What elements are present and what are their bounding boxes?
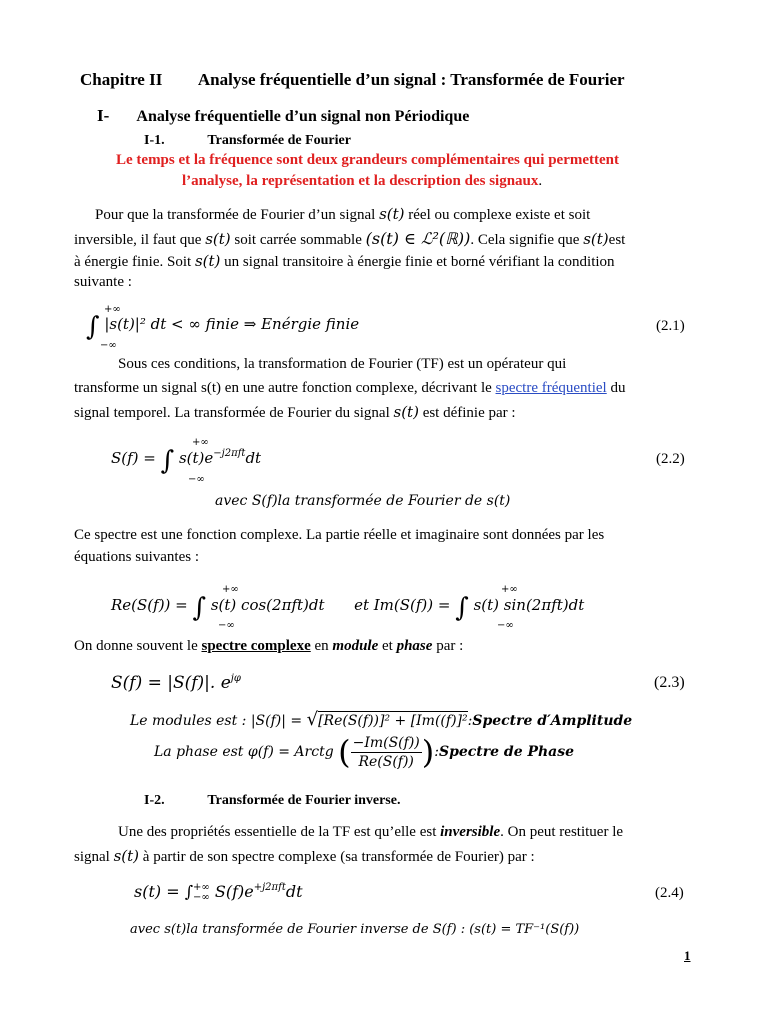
equation-number: (2.2) bbox=[656, 451, 685, 467]
paragraph-1-line-3 bbox=[74, 252, 615, 271]
equation-2-1 bbox=[86, 312, 359, 342]
text: par : bbox=[436, 638, 464, 654]
page-number: 1 bbox=[684, 948, 691, 963]
math-s-t: s(t) bbox=[113, 847, 140, 865]
integral-upper: +∞ bbox=[222, 584, 239, 595]
equation-number: (2.4) bbox=[655, 885, 684, 901]
integral-lower: −∞ bbox=[497, 620, 514, 631]
text: est bbox=[608, 232, 626, 248]
equation-body: S(f) = |S(f)|. e bbox=[111, 673, 231, 693]
numerator: −Im(S(f)) bbox=[352, 734, 420, 751]
paragraph-3-line-2: équations suivantes : bbox=[74, 549, 199, 565]
sqrt-sign: √ bbox=[306, 709, 319, 730]
integral-upper: +∞ bbox=[104, 304, 121, 315]
paragraph-2-line-2 bbox=[74, 380, 625, 397]
subsection-heading-2 bbox=[144, 793, 400, 809]
paragraph-5-line-1 bbox=[118, 824, 623, 841]
spectre-frequentiel-link[interactable]: spectre fréquentiel bbox=[495, 380, 607, 396]
chapter-number: Chapitre II bbox=[80, 70, 163, 89]
equation-dt: dt bbox=[245, 449, 262, 467]
exponent: jφ bbox=[230, 673, 241, 684]
text: et bbox=[382, 638, 393, 654]
highlight-line-2 bbox=[182, 173, 542, 190]
integral-upper: +∞ bbox=[193, 881, 210, 893]
integral-sign: ∫ bbox=[160, 446, 175, 476]
module: module bbox=[332, 638, 379, 654]
paragraph-5-line-2 bbox=[74, 847, 535, 866]
equation-body: s(t)e bbox=[178, 449, 214, 467]
caption-2-4: avec s(t)la transformée de Fourier inverse de S(f) : (s(t) = TF⁻¹(S(f)) bbox=[130, 922, 580, 937]
re-body: s(t) cos(2πft)dt bbox=[210, 596, 325, 614]
re-lhs: Re(S(f)) = bbox=[111, 596, 188, 614]
subsection-title: Transformée de Fourier bbox=[207, 133, 351, 148]
text: du bbox=[610, 380, 626, 396]
chapter-title: Analyse fréquentielle d’un signal : Transformée de Fourier bbox=[197, 70, 625, 89]
phase-line bbox=[154, 733, 574, 771]
paragraph-4 bbox=[74, 638, 463, 655]
highlight-line-1: Le temps et la fréquence sont deux grandeurs complémentaires qui permettent bbox=[116, 152, 619, 168]
equation-2-2 bbox=[111, 446, 261, 476]
text: On donne souvent le bbox=[74, 638, 198, 654]
equation-2-4 bbox=[134, 882, 303, 903]
equation-re-im bbox=[111, 593, 584, 623]
phase-label: La phase est φ(f) = Arctg bbox=[154, 744, 334, 760]
paragraph-2-line-3 bbox=[74, 403, 516, 422]
phase: phase bbox=[396, 638, 433, 654]
im-body: s(t) sin(2πft)dt bbox=[473, 596, 585, 614]
math-s-t: s(t) bbox=[379, 205, 405, 223]
integral-sign: ∫ bbox=[192, 593, 207, 623]
fraction bbox=[351, 734, 422, 771]
paragraph-3-line-1: Ce spectre est une fonction complexe. La partie réelle et imaginaire sont données par les bbox=[74, 527, 605, 543]
text: un signal transitoire à énergie finie et borné vérifiant la condition bbox=[224, 254, 615, 270]
paragraph-2-line-1: Sous ces conditions, la transformation de Fourier (TF) est un opérateur qui bbox=[118, 356, 567, 372]
text: . Cela signifie que bbox=[470, 232, 580, 248]
paragraph-1-line-1 bbox=[95, 205, 590, 224]
highlight-text: l’analyse, la représentation et la description des signaux bbox=[182, 173, 539, 189]
highlight-end: . bbox=[538, 173, 543, 189]
section-heading bbox=[97, 106, 469, 126]
text: signal bbox=[74, 849, 110, 865]
math-s-t: s(t) bbox=[205, 230, 231, 248]
spectre-amplitude: Spectre d′Amplitude bbox=[472, 713, 633, 729]
chapter-heading bbox=[80, 70, 625, 90]
text: Pour que la transformée de Fourier d’un signal bbox=[95, 207, 376, 223]
text: à partir de son spectre complexe (sa transformée de Fourier) par : bbox=[142, 849, 535, 865]
equation-number: (2.1) bbox=[656, 318, 685, 334]
integral-upper: +∞ bbox=[501, 584, 518, 595]
text: réel ou complexe existe et soit bbox=[408, 207, 591, 223]
subsection-heading bbox=[144, 133, 351, 149]
right-paren: ) bbox=[421, 733, 435, 771]
paragraph-1-line-2 bbox=[74, 229, 625, 249]
equation-body: S(f)e bbox=[214, 882, 254, 901]
radicand: [Re(S(f))]² + [Im((f)]² bbox=[318, 713, 468, 729]
spectre-phase: Spectre de Phase bbox=[438, 744, 575, 760]
math-s-t: s(t) bbox=[393, 403, 419, 421]
denominator: Re(S(f)) bbox=[358, 753, 414, 770]
equation-body: |s(t)|² dt < ∞ finie ⇒ Enérgie finie bbox=[104, 315, 360, 333]
integral-lower: −∞ bbox=[193, 891, 210, 903]
spectre-complexe: spectre complexe bbox=[201, 638, 311, 654]
left-paren: ( bbox=[338, 733, 351, 771]
text: soit carrée sommable bbox=[234, 232, 362, 248]
inversible: inversible bbox=[440, 824, 501, 840]
modules-label: Le modules est : |S(f)| = bbox=[130, 713, 307, 729]
subsection-number: I-1. bbox=[144, 133, 165, 148]
modules-line bbox=[130, 709, 632, 730]
integral-lower: −∞ bbox=[100, 340, 117, 351]
integral-sign: ∫ bbox=[86, 312, 100, 342]
subsection-title: Transformée de Fourier inverse. bbox=[207, 793, 401, 808]
paragraph-1-line-4: suivante : bbox=[74, 274, 132, 290]
section-number: I- bbox=[97, 106, 110, 125]
subsection-number: I-2. bbox=[144, 793, 165, 808]
colon: : bbox=[434, 744, 439, 760]
equation-lhs: S(f) = bbox=[111, 449, 156, 467]
text: Une des propriétés essentielle de la TF est qu’elle est bbox=[118, 824, 437, 840]
text: signal temporel. La transformée de Fourier du signal bbox=[74, 405, 390, 421]
text: en bbox=[314, 638, 329, 654]
exponent: −j2πft bbox=[213, 448, 246, 459]
integral-upper: +∞ bbox=[192, 437, 209, 448]
colon: : bbox=[467, 713, 473, 729]
math-s-t: s(t) bbox=[194, 252, 221, 270]
im-lhs: et Im(S(f)) = bbox=[354, 596, 451, 614]
equation-dt: dt bbox=[285, 882, 303, 901]
equation-number: (2.3) bbox=[654, 674, 685, 691]
equation-2-3 bbox=[111, 673, 241, 693]
text: . On peut restituer le bbox=[500, 824, 624, 840]
caption-2-2: avec S(f)la transformée de Fourier de s(t) bbox=[215, 493, 511, 509]
text: à énergie finie. Soit bbox=[74, 254, 192, 270]
text: transforme un signal s(t) en une autre fonction complexe, décrivant le bbox=[74, 380, 492, 396]
integral-lower: −∞ bbox=[188, 474, 205, 485]
equation-lhs: s(t) = ∫ bbox=[134, 882, 194, 901]
math-l2: (s(t) ∈ ℒ²(ℝ)) bbox=[365, 229, 471, 248]
text: inversible, il faut que bbox=[74, 232, 202, 248]
exponent: +j2πft bbox=[253, 882, 286, 893]
integral-lower: −∞ bbox=[218, 620, 235, 631]
text: est définie par : bbox=[422, 405, 516, 421]
section-title: Analyse fréquentielle d’un signal non Périodique bbox=[136, 108, 470, 125]
math-s-t: s(t) bbox=[583, 230, 609, 248]
integral-sign: ∫ bbox=[455, 593, 469, 623]
